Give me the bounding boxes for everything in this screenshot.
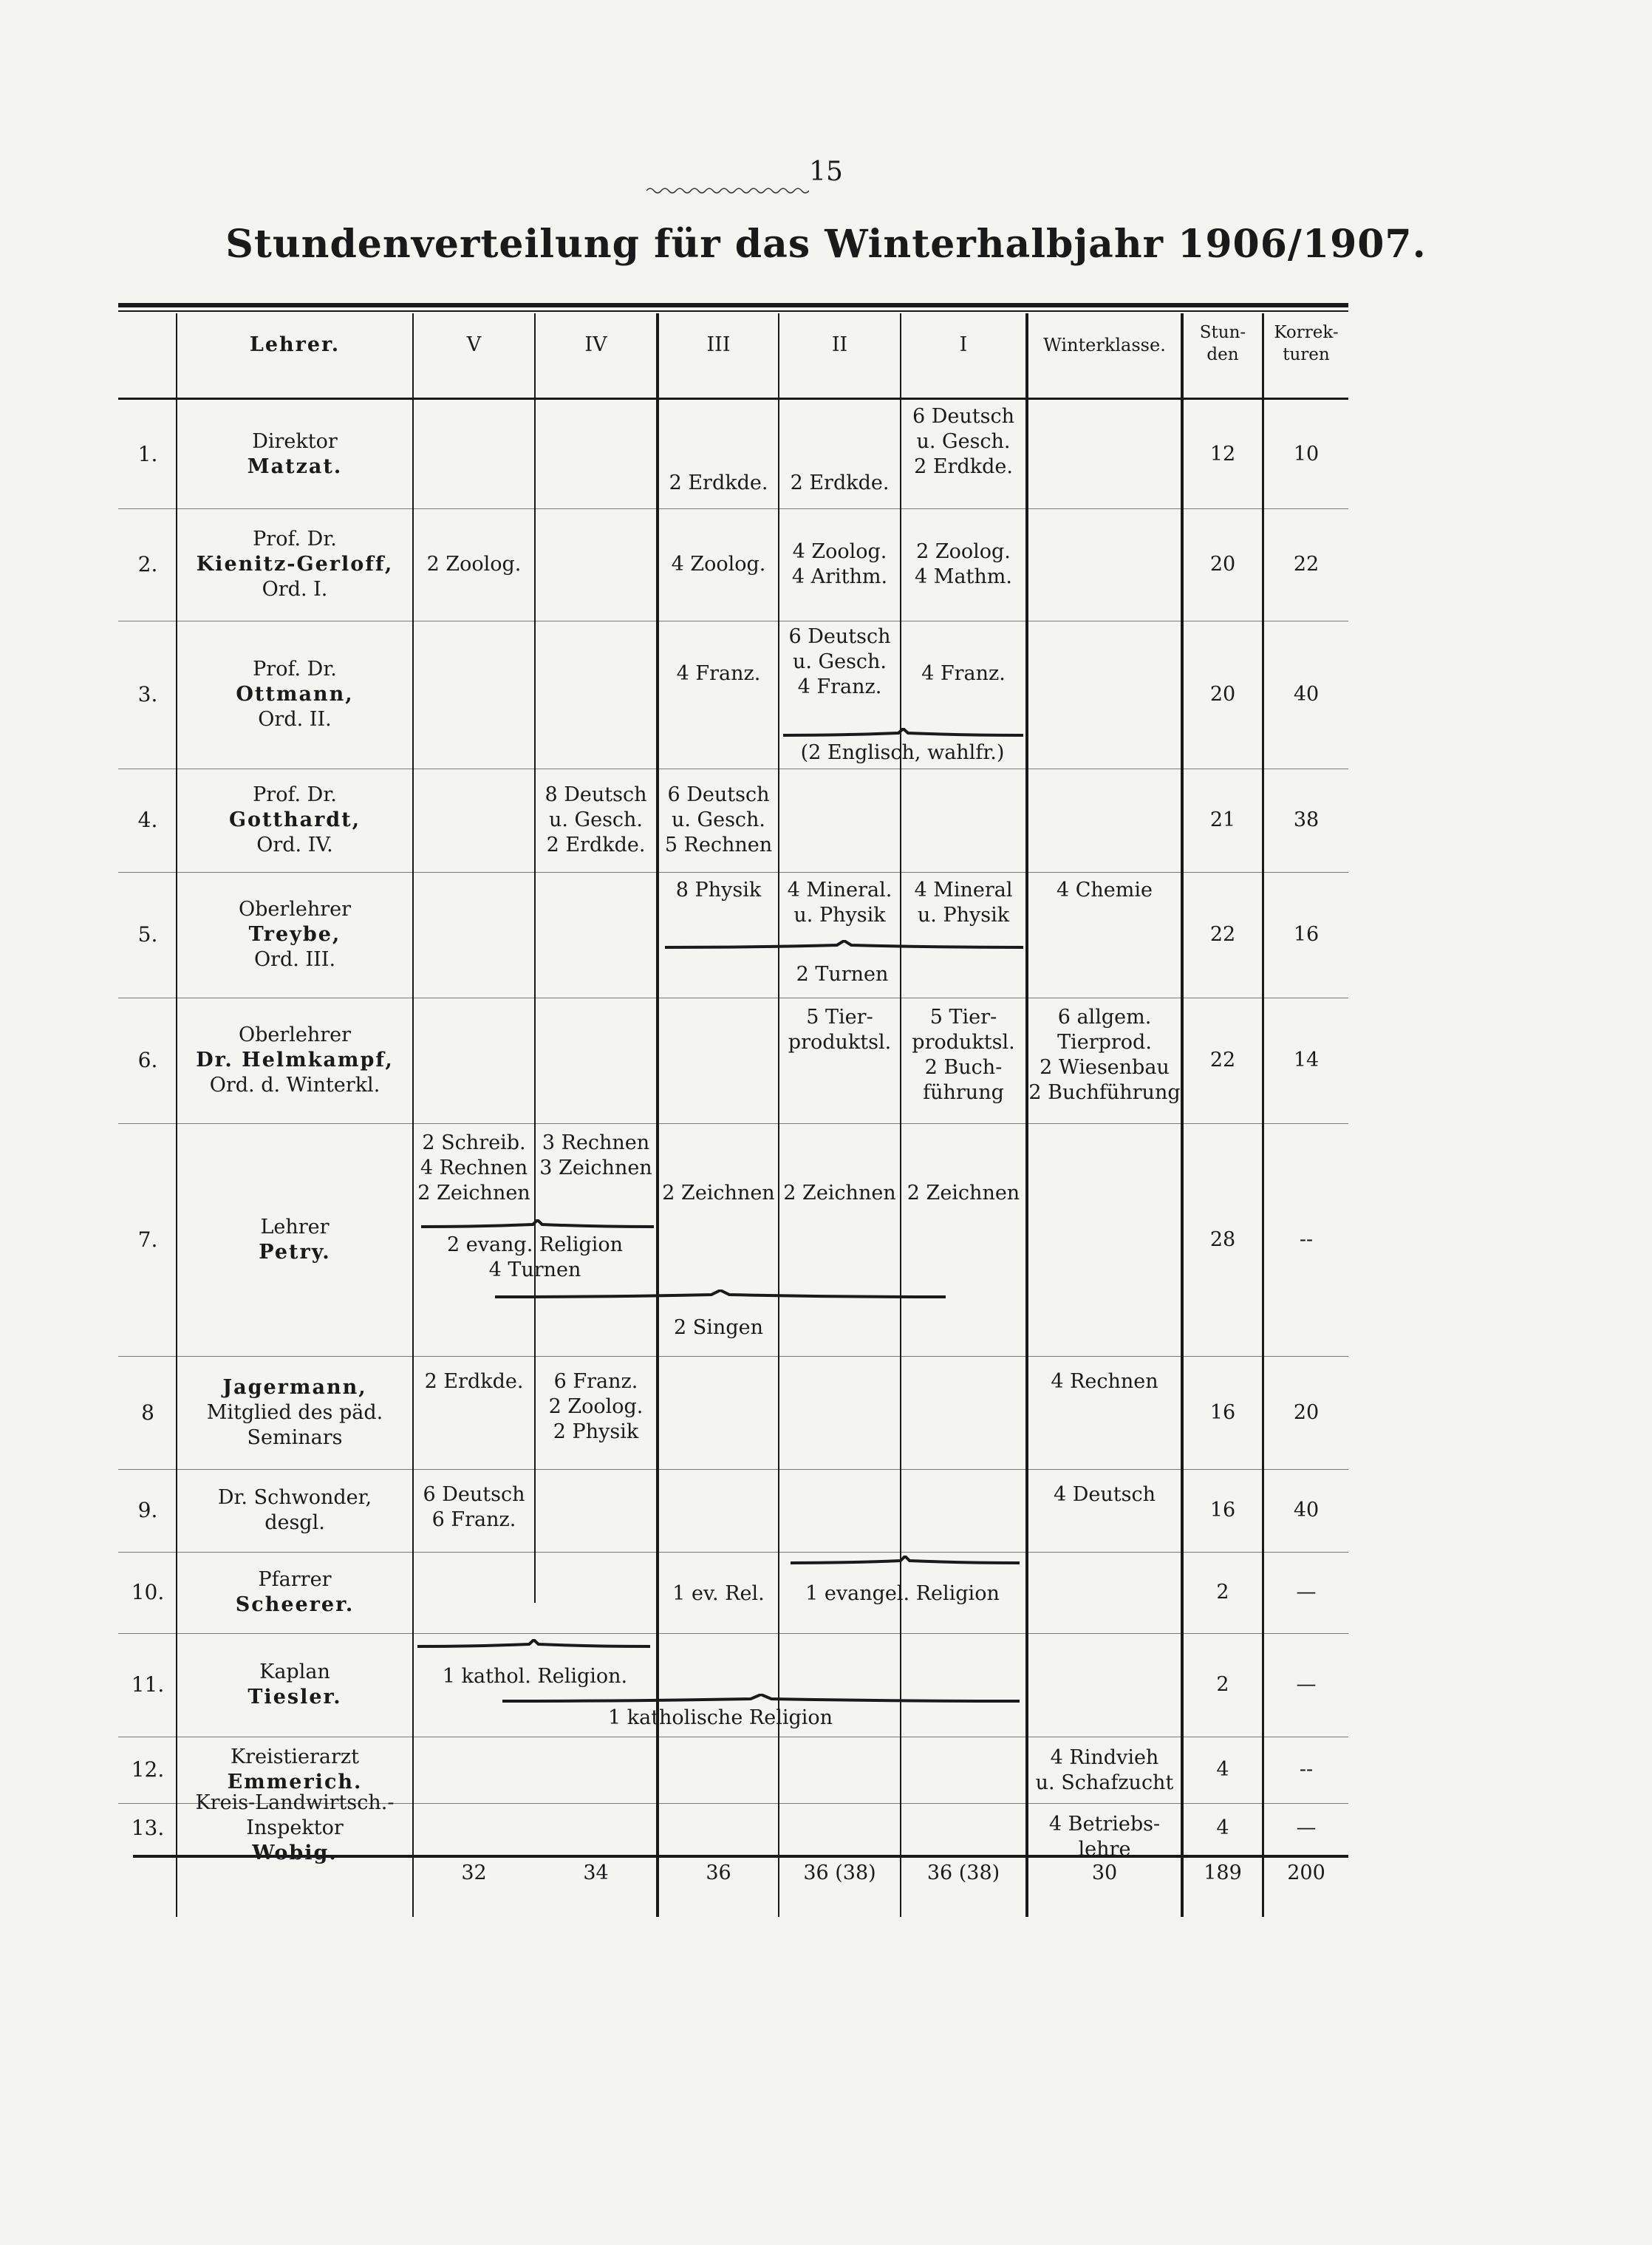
- cell-ii: 5 Tier- produktsl.: [788, 1006, 892, 1054]
- teacher-line-t2: Dr. Helmkampf,: [196, 1049, 394, 1072]
- cell-iii: 8 Physik: [675, 879, 762, 902]
- cell-ii: 2 Erdkde.: [790, 471, 890, 494]
- cell-corr: 38: [1293, 808, 1320, 831]
- top-rule: [118, 303, 1348, 307]
- cell-i: 4 Franz.: [921, 662, 1006, 685]
- cell-iii: 4 Franz.: [676, 662, 761, 685]
- row-number: 3.: [137, 682, 158, 706]
- teacher-line-t2: Mitglied des päd.: [206, 1400, 383, 1424]
- header-v: V: [466, 333, 482, 356]
- teacher-line-t2: Emmerich.: [227, 1771, 363, 1793]
- cell-ii: 6 Deutsch u. Gesch. 4 Franz.: [788, 625, 891, 698]
- cell-hours: 21: [1209, 808, 1236, 831]
- row-separator: [118, 1633, 1348, 1634]
- page-title: Stundenverteilung für das Winterhalbjahr 1906/1907.: [225, 222, 1427, 267]
- total-v: 32: [461, 1861, 487, 1884]
- teacher-line-t1: Kaplan: [259, 1660, 330, 1683]
- total-iv: 34: [583, 1861, 609, 1884]
- total-corr: 200: [1287, 1861, 1325, 1884]
- cell-winter: 4 Rindvieh u. Schafzucht: [1035, 1746, 1174, 1794]
- brace-line: [665, 940, 1023, 950]
- cell-v: 6 Deutsch 6 Franz.: [423, 1483, 525, 1531]
- cell-corr: --: [1299, 1227, 1314, 1251]
- cell-corr: 16: [1293, 923, 1320, 946]
- cell-v: 2 Erdkde.: [424, 1370, 524, 1393]
- cell-hours: 4: [1216, 1758, 1229, 1781]
- header-teacher: Lehrer.: [249, 333, 341, 356]
- cell-winter: 4 Chemie: [1056, 879, 1153, 902]
- row-number: 6.: [137, 1048, 158, 1072]
- teacher-line-t1: Oberlehrer: [238, 1023, 352, 1046]
- cell-winter: 4 Betriebs- lehre: [1048, 1813, 1161, 1861]
- teacher-line-t1: Dr. Schwonder,: [217, 1486, 372, 1509]
- cell-iv: 6 Franz. 2 Zoolog. 2 Physik: [548, 1370, 644, 1443]
- teacher-line-t2: Gotthardt,: [228, 808, 361, 831]
- header-corr: Korrek- turen: [1274, 323, 1339, 364]
- cell-winter: 6 allgem. Tierprod. 2 Wiesenbau 2 Buchführung: [1028, 1006, 1181, 1104]
- row-number: 7.: [137, 1227, 158, 1252]
- brace-line: [417, 1639, 650, 1649]
- teacher-line-t1: Oberlehrer: [238, 898, 352, 921]
- cell-iv: 3 Rechnen 3 Zeichnen: [539, 1131, 652, 1179]
- cell-hours: 22: [1209, 1049, 1236, 1072]
- teacher-line-t3: Ord. III.: [253, 948, 336, 971]
- cell-i: 6 Deutsch u. Gesch. 2 Erdkde.: [912, 405, 1014, 478]
- col-line-winter: [1025, 313, 1028, 1917]
- row-separator: [118, 1356, 1348, 1357]
- cell-hours: 2: [1216, 1673, 1229, 1696]
- cell-corr: 14: [1293, 1049, 1320, 1072]
- cell-corr: 22: [1293, 553, 1320, 576]
- span-note: 1 evangel. Religion: [805, 1582, 1000, 1605]
- teacher-line-t1: Prof. Dr.: [253, 658, 337, 681]
- row-number: 9.: [137, 1498, 158, 1522]
- cell-iii: 2 Zeichnen: [662, 1182, 775, 1205]
- row-number: 1.: [137, 442, 158, 466]
- teacher-line-t2: Ottmann,: [236, 683, 354, 706]
- span-note: 2 evang. Religion 4 Turnen: [446, 1233, 624, 1281]
- teacher-line-t2: Scheerer.: [235, 1593, 355, 1616]
- header-winter: Winterklasse.: [1043, 335, 1166, 355]
- total-iii: 36: [706, 1861, 731, 1884]
- header-iv: IV: [584, 333, 607, 356]
- row-number: 8: [141, 1400, 154, 1425]
- cell-iii: 4 Zoolog.: [671, 553, 766, 576]
- row-number: 4.: [137, 808, 158, 832]
- header-rule: [118, 398, 1348, 400]
- ornament-squiggle: [646, 186, 809, 195]
- total-i: 36 (38): [926, 1861, 1000, 1884]
- span-note: 2 Turnen: [796, 963, 889, 986]
- cell-hours: 20: [1209, 683, 1236, 706]
- row-number: 5.: [137, 922, 158, 947]
- cell-ii: 4 Zoolog. 4 Arithm.: [791, 540, 888, 588]
- row-separator: [118, 1123, 1348, 1124]
- cell-iii: 2 Erdkde.: [669, 471, 768, 494]
- cell-hours: 22: [1209, 923, 1236, 946]
- total-ii: 36 (38): [803, 1861, 876, 1884]
- teacher-line-t3: Ord. IV.: [256, 834, 333, 856]
- header-i: I: [959, 333, 968, 356]
- row-number: 12.: [131, 1757, 165, 1782]
- cell-hours: 12: [1209, 443, 1236, 466]
- teacher-line-t3: Seminars: [247, 1425, 343, 1449]
- cell-i: 2 Zoolog. 4 Mathm.: [915, 540, 1012, 588]
- row-separator: [118, 1552, 1348, 1553]
- teacher-line-t2: desgl.: [264, 1511, 325, 1534]
- cell-ii: 2 Zeichnen: [783, 1182, 896, 1205]
- header-ii: II: [831, 333, 848, 356]
- total-hours: 189: [1204, 1861, 1242, 1884]
- row-separator: [118, 872, 1348, 873]
- teacher-line-t1: Prof. Dr.: [253, 528, 337, 551]
- cell-corr: 40: [1293, 1499, 1320, 1522]
- row-number: 13.: [131, 1816, 165, 1840]
- brace-line: [791, 1556, 1020, 1566]
- teacher-line-t2: Matzat.: [247, 455, 343, 478]
- cell-ii: 4 Mineral. u. Physik: [787, 879, 892, 927]
- page-number: 15: [809, 157, 843, 187]
- cell-corr: —: [1296, 1816, 1317, 1839]
- brace-line: [495, 1290, 946, 1300]
- cell-hours: 28: [1209, 1227, 1236, 1251]
- cell-winter: 4 Deutsch: [1054, 1483, 1156, 1506]
- brace-line: [502, 1694, 1020, 1704]
- header-hours: Stun- den: [1199, 323, 1246, 364]
- top-rule-thin: [118, 310, 1348, 312]
- row-separator: [118, 508, 1348, 509]
- cell-i: 5 Tier- produktsl. 2 Buch- führung: [912, 1006, 1015, 1104]
- teacher-line-t3: Wobig.: [252, 1842, 338, 1864]
- row-number: 11.: [131, 1672, 165, 1697]
- teacher-line-t1: Prof. Dr.: [253, 783, 337, 806]
- cell-hours: 16: [1209, 1499, 1236, 1522]
- cell-hours: 16: [1209, 1400, 1236, 1424]
- cell-i: 4 Mineral u. Physik: [914, 879, 1013, 927]
- teacher-line-t1: Kreistierarzt: [231, 1745, 359, 1768]
- teacher-line-t2: Petry.: [259, 1240, 331, 1264]
- teacher-line-t3: Ord. II.: [258, 708, 332, 731]
- cell-winter: 4 Rechnen: [1051, 1370, 1158, 1393]
- teacher-line-t3: Ord. d. Winterkl.: [209, 1074, 380, 1097]
- teacher-line-t3: Ord. I.: [262, 578, 328, 601]
- cell-v: 2 Schreib. 4 Rechnen 2 Zeichnen: [417, 1131, 530, 1205]
- total-winter: 30: [1091, 1861, 1118, 1884]
- teacher-line-t1: Jagermann,: [222, 1375, 367, 1399]
- cell-iii: 6 Deutsch u. Gesch. 5 Rechnen: [664, 783, 773, 856]
- cell-iii: 1 ev. Rel.: [672, 1582, 765, 1605]
- teacher-line-t1: Direktor: [252, 430, 338, 453]
- span-note: 1 kathol. Religion.: [442, 1665, 628, 1688]
- teacher-line-t1: Pfarrer: [258, 1568, 332, 1591]
- header-iii: III: [706, 333, 731, 356]
- teacher-line-t1: Kreis-Landwirtsch.-: [195, 1791, 395, 1814]
- span-note-2: 1 katholische Religion: [607, 1706, 833, 1729]
- cell-corr: —: [1296, 1673, 1317, 1696]
- brace-line: [421, 1219, 654, 1230]
- cell-hours: 4: [1216, 1816, 1229, 1839]
- teacher-line-t2: Inspektor: [246, 1816, 344, 1839]
- cell-hours: 20: [1209, 553, 1236, 576]
- teacher-line-t2: Kienitz-Gerloff,: [196, 553, 394, 576]
- cell-corr: 40: [1293, 683, 1320, 706]
- span-note: (2 Englisch, wahlfr.): [800, 741, 1005, 764]
- cell-i: 2 Zeichnen: [907, 1182, 1020, 1205]
- row-separator: [118, 1469, 1348, 1470]
- teacher-line-t2: Tiesler.: [248, 1686, 342, 1709]
- teacher-line-t1: Lehrer: [260, 1215, 330, 1239]
- row-number: 2.: [137, 552, 158, 576]
- cell-hours: 2: [1216, 1581, 1229, 1604]
- cell-corr: --: [1299, 1758, 1314, 1781]
- cell-corr: 10: [1293, 443, 1320, 466]
- row-number: 10.: [131, 1580, 165, 1604]
- teacher-line-t2: Treybe,: [248, 923, 341, 946]
- cell-corr: 20: [1293, 1400, 1320, 1424]
- schedule-table: [118, 303, 1348, 1980]
- span-note-2: 2 Singen: [674, 1316, 763, 1339]
- cell-corr: —: [1296, 1581, 1317, 1604]
- cell-v: 2 Zoolog.: [426, 553, 522, 576]
- cell-iv: 8 Deutsch u. Gesch. 2 Erdkde.: [545, 783, 647, 856]
- brace-line: [783, 728, 1023, 738]
